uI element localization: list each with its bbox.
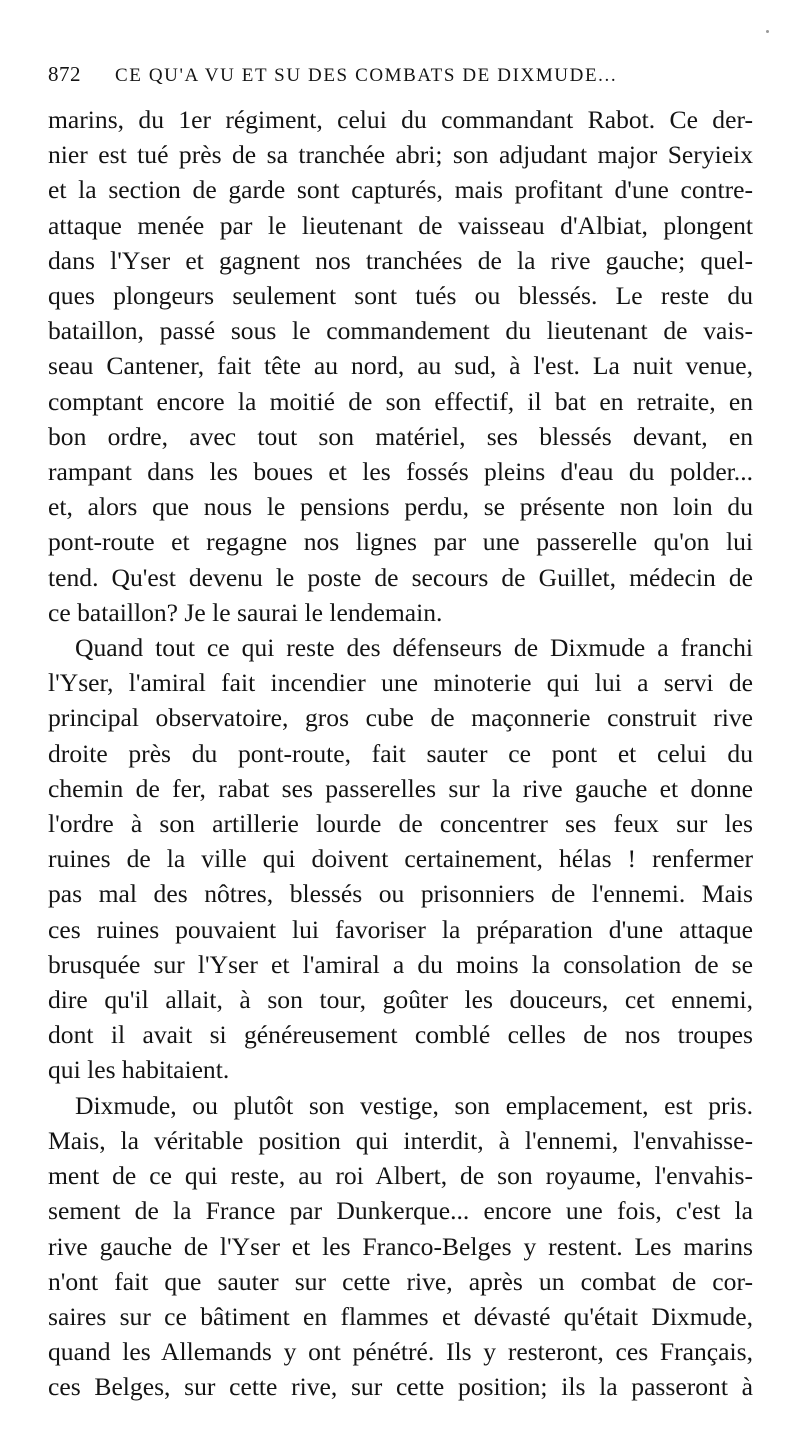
text-line: Dixmude, ou plutôt son vestige, son emplacement, est pris. [75, 1090, 753, 1120]
text-line: dont il avait si généreusement comblé celles de nos troupes [48, 1020, 753, 1050]
text-line: pas mal des nôtres, blessés ou prisonniers de l'ennemi. Mais [48, 879, 753, 909]
text-line: chemin de fer, rabat ses passerelles sur la rive gauche et donne [48, 773, 753, 803]
text-line: dire qu'il allait, à son tour, goûter les douceurs, cet ennemi, [48, 985, 753, 1015]
page-speck [766, 30, 769, 33]
running-title: CE QU'A VU ET SU DES COMBATS DE DIXMUDE... [115, 65, 618, 86]
page-number: 872 [48, 62, 81, 86]
text-line: ces Belges, sur cette rive, sur cette position; ils la passeront à [48, 1372, 753, 1402]
text-line: saires sur ce bâtiment en flammes et dévasté qu'était Dixmude, [48, 1301, 753, 1331]
text-line: ruines de la ville qui doivent certainement, hélas ! renfermer [48, 844, 753, 874]
text-line: ces ruines pouvaient lui favoriser la préparation d'une attaque [48, 914, 753, 944]
text-line: et, alors que nous le pensions perdu, se présente non loin du [48, 492, 753, 522]
page-header [48, 62, 753, 92]
text-line: droite près du pont-route, fait sauter ce pont et celui du [48, 738, 753, 768]
text-line: quand les Allemands y ont pénétré. Ils y resteront, ces Français, [48, 1337, 753, 1367]
text-line: sement de la France par Dunkerque... encore une fois, c'est la [48, 1196, 753, 1226]
text-line: marins, du 1er régiment, celui du commandant Rabot. Ce der- [48, 105, 753, 134]
text-line: tend. Qu'est devenu le poste de secours de Guillet, médecin de [48, 562, 753, 592]
text-line: ques plongeurs seulement sont tués ou blessés. Le reste du [48, 281, 753, 311]
text-line: ment de ce qui reste, au roi Albert, de son royaume, l'envahis- [48, 1161, 753, 1191]
text-line: rampant dans les boues et les fossés pleins d'eau du polder... [48, 457, 753, 487]
text-line: comptant encore la moitié de son effectif, il bat en retraite, en [48, 386, 753, 416]
book-page [48, 62, 753, 1405]
text-line: bataillon, passé sous le commandement du lieutenant de vais- [48, 316, 753, 346]
text-line: attaque menée par le lieutenant de vaisseau d'Albiat, plongent [48, 210, 753, 240]
text-line: seau Cantener, fait tête au nord, au sud, à l'est. La nuit venue, [48, 351, 753, 381]
text-line: l'ordre à son artillerie lourde de concentrer ses feux sur les [48, 809, 753, 839]
text-line: qui les habitaient. [48, 1055, 230, 1085]
text-line: pont-route et regagne nos lignes par une passerelle qu'on lui [48, 527, 753, 557]
text-line: brusquée sur l'Yser et l'amiral a du moins la consolation de se [48, 949, 753, 979]
text-line: nier est tué près de sa tranchée abri; son adjudant major Seryieix [48, 140, 753, 170]
text-line: et la section de garde sont capturés, mais profitant d'une contre- [48, 175, 753, 205]
text-line: Quand tout ce qui reste des défenseurs de Dixmude a franchi [75, 633, 753, 663]
text-line: principal observatoire, gros cube de maçonnerie construit rive [48, 703, 753, 733]
text-line: dans l'Yser et gagnent nos tranchées de la rive gauche; quel- [48, 245, 753, 275]
text-line: n'ont fait que sauter sur cette rive, après un combat de cor- [48, 1266, 753, 1296]
text-line: rive gauche de l'Yser et les Franco-Belges y restent. Les marins [48, 1231, 753, 1261]
body-text [48, 102, 753, 1405]
text-line: bon ordre, avec tout son matériel, ses blessés devant, en [48, 421, 753, 451]
text-line: l'Yser, l'amiral fait incendier une minoterie qui lui a servi de [48, 668, 753, 698]
text-line: ce bataillon? Je le saurai le lendemain. [48, 597, 443, 627]
text-line: Mais, la véritable position qui interdit, à l'ennemi, l'envahisse- [48, 1125, 753, 1155]
